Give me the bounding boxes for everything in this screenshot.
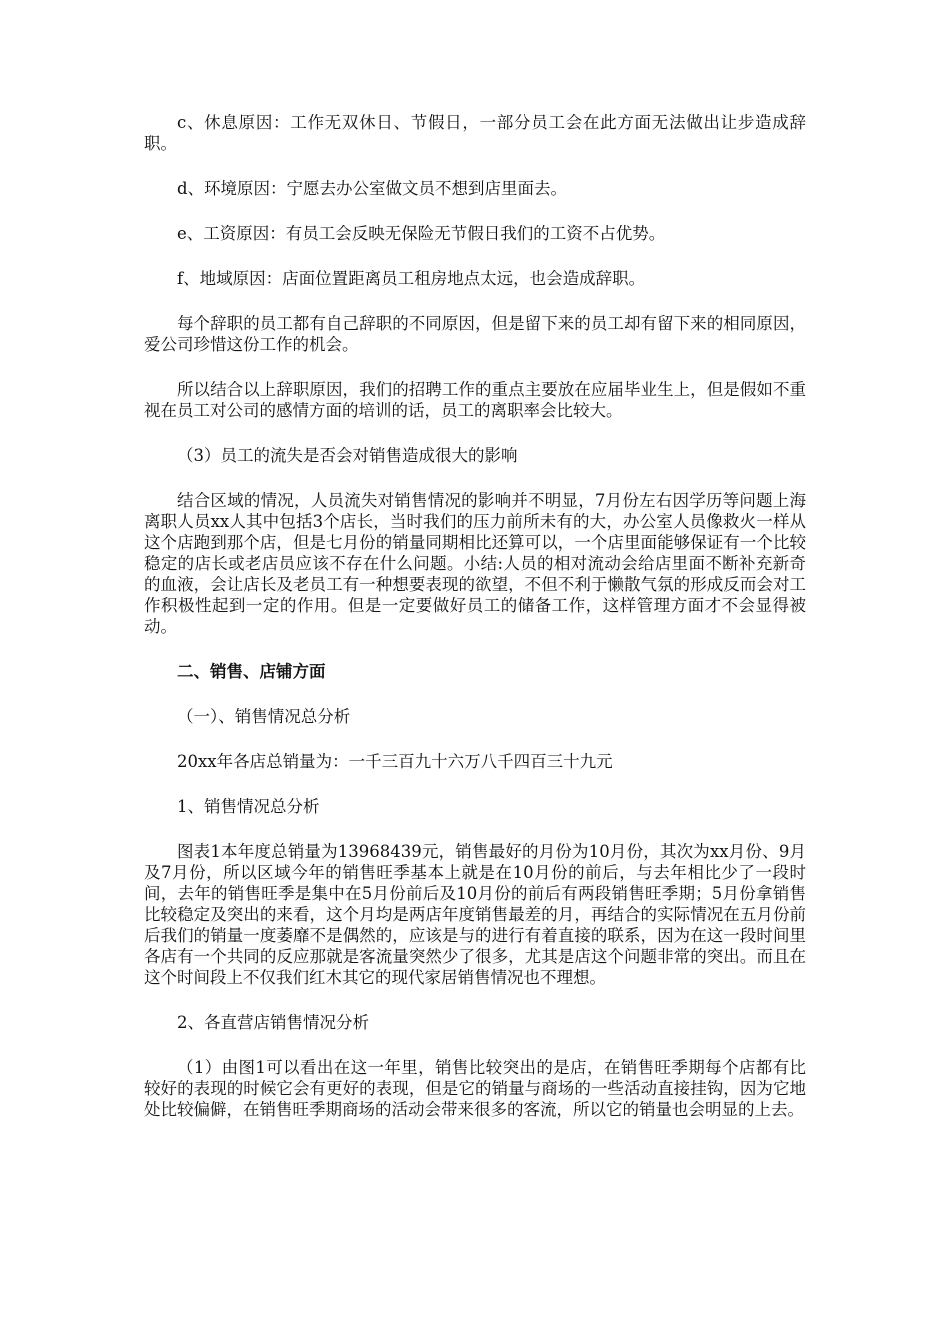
paragraph-rest-reason: c、休息原因：工作无双休日、节假日，一部分员工会在此方面无法做出让步造成辞职。 [144,113,806,153]
paragraph-location-reason: f、地域原因：店面位置距离员工租房地点太远，也会造成辞职。 [177,269,646,288]
subheading-sales-analysis: 1、销售情况总分析 [177,797,320,816]
paragraph-sales-analysis: 图表1本年度总销量为13968439元，销售最好的月份为10月份，其次为xx月份、9月及7月份，所以区域今年的销售旺季基本上就是在10月份的前后，与去年相比少了一段时间，去年的销售旺季是集中在5月份前后及10月份的前后有两段销售旺季期；5月份拿销售比较稳定及突出的来看，这个月均是两店年度销售最差的月，再结合的实际情况在五月份前后我们的销量一度萎靡不是偶然的，应该是与的进行有着直接的联系，因为在这一段时间里各店有一个共同的反应那就是客流量突然少了很多，尤其是店这个问题非常的突出。而且在这个时间段上不仅我们红木其它的现代家居销售情况也不理想。 [144,842,806,987]
section-heading-sales-stores: 二、销售、店铺方面 [177,662,326,681]
paragraph-turnover-analysis: 结合区域的情况，人员流失对销售情况的影响并不明显，7月份左右因学历等问题上海离职人员xx人其中包括3个店长，当时我们的压力前所未有的大，办公室人员像救火一样从这个店跑到那个店，但是七月份的销量同期相比还算可以，一个店里面能够保证有一个比较稳定的店长或老店员应该不存在什么问题。小结:人员的相对流动会给店里面不断补充新奇的血液，会让店长及老员工有一种想要表现的欲望，不但不利于懒散气氛的形成反而会对工作积极性起到一定的作用。但是一定要做好员工的储备工作，这样管理方面才不会显得被动。 [144,491,806,636]
paragraph-salary-reason: e、工资原因：有员工会反映无保险无节假日我们的工资不占优势。 [177,224,666,243]
document-page [144,112,806,1144]
subheading-sales-overview: （一）、销售情况总分析 [177,707,351,726]
subheading-store-sales: 2、各直营店销售情况分析 [177,1013,369,1032]
paragraph-environment-reason: d、环境原因：宁愿去办公室做文员不想到店里面去。 [177,179,568,198]
paragraph-recruitment-focus: 所以结合以上辞职原因，我们的招聘工作的重点主要放在应届毕业生上，但是假如不重视在员工对公司的感情方面的培训的话，员工的离职率会比较大。 [144,380,806,420]
paragraph-staying-reason: 每个辞职的员工都有自己辞职的不同原因，但是留下来的员工却有留下来的相同原因，爱公司珍惜这份工作的机会。 [144,314,806,354]
paragraph-store-sales: （1）由图1可以看出在这一年里，销售比较突出的是店，在销售旺季期每个店都有比较好的表现的时候它会有更好的表现，但是它的销量与商场的一些活动直接挂钩，因为它地处比较偏僻，在销售旺季期商场的活动会带来很多的客流，所以它的销量也会明显的上去。 [144,1058,806,1119]
paragraph-total-sales: 20xx年各店总销量为：一千三百九十六万八千四百三十九元 [177,752,613,771]
subheading-turnover-impact: （3）员工的流失是否会对销售造成很大的影响 [177,446,518,465]
